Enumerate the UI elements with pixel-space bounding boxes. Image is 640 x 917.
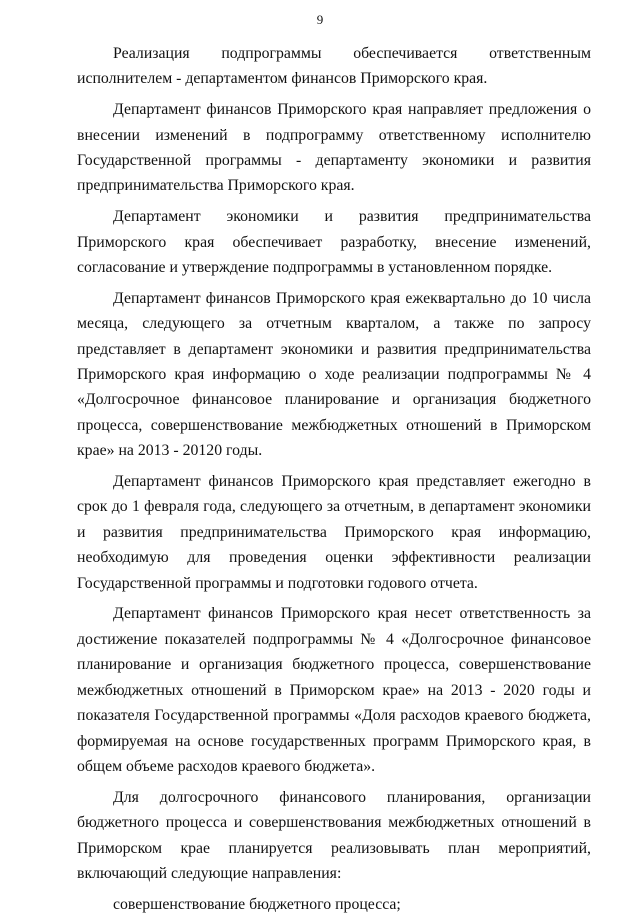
paragraph-action-plan: Для долгосрочного финансового планирования, организации бюджетного процесса и совершенствования межбюджетных отношений в Приморском крае планируется реализовывать план мероприятий, включающий следующие направления: (77, 788, 591, 882)
paragraph-implementation: Реализация подпрограммы обеспечивается ответственным исполнителем - департаментом финансов Приморского края. (77, 45, 591, 88)
paragraph-development-approval: Департамент экономики и развития предпринимательства Приморского края обеспечивает разработку, внесение изменений, согласование и утверждение подпрограммы в установленном порядке. (77, 208, 591, 277)
paragraph-quarterly-reporting: Департамент финансов Приморского края ежеквартально до 10 числа месяца, следующего за отчетным кварталом, а также по запросу представляет в департамент экономики и развития предпринимательства Приморского края информацию о ходе реализации подпрограммы № 4 «Долгосрочное финансовое планирование и организация бюджетного процесса, совершенствование межбюджетных отношений в Приморском крае» на 2013 - 20120 годы. (77, 289, 591, 460)
document-body (77, 41, 591, 917)
paragraph-amendment-proposals: Департамент финансов Приморского края направляет предложения о внесении изменений в подпрограмму ответственному исполнителю Государственной программы - департаменту экономики и развития предпринимательства Приморского края. (77, 101, 591, 195)
page-number: 9 (316, 12, 324, 27)
list-item-budget-process: совершенствование бюджетного процесса; (113, 895, 401, 913)
paragraph-annual-reporting: Департамент финансов Приморского края представляет ежегодно в срок до 1 февраля года, следующего за отчетным, в департамент экономики и развития предпринимательства Приморского края информацию, необходимую для проведения оценки эффективности реализации Государственной программы и подготовки годового отчета. (77, 473, 591, 592)
paragraph-responsibility: Департамент финансов Приморского края несет ответственность за достижение показателей подпрограммы № 4 «Долгосрочное финансовое планирование и организация бюджетного процесса, совершенствование межбюджетных отношений в Приморском крае» на 2013 - 2020 годы и показателя Государственной программы «Доля расходов краевого бюджета, формируемая на основе государственных программ Приморского края, в общем объеме расходов краевого бюджета». (77, 605, 591, 775)
